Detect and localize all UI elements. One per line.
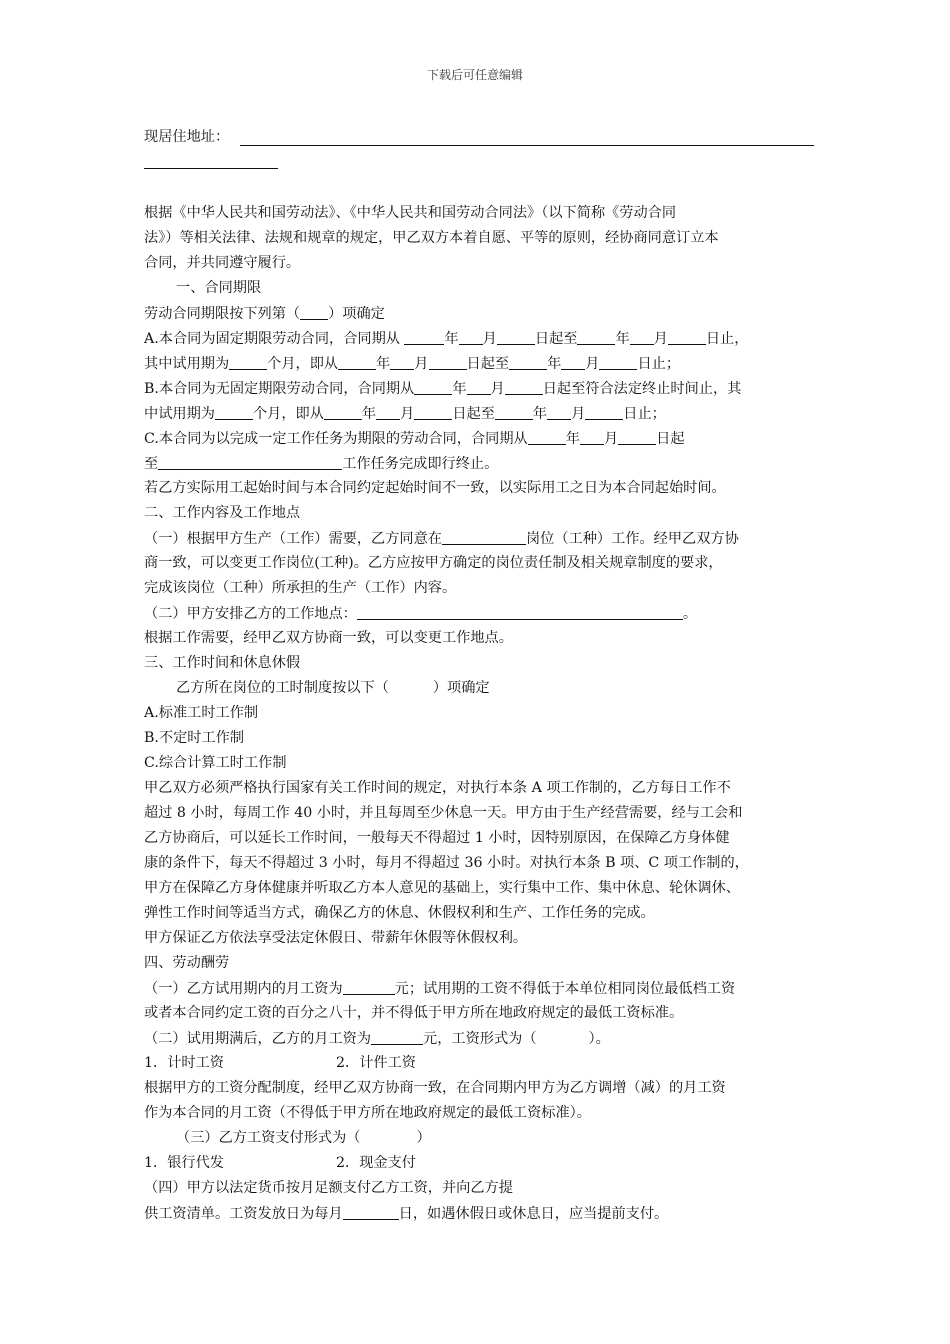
option-c-line-2: 至 工作任务完成即行终止。 bbox=[144, 456, 499, 472]
blank[interactable] bbox=[429, 354, 467, 370]
address-label: 现居住地址： bbox=[144, 129, 230, 145]
hours-paragraph: 乙方协商后，可以延长工作时间，一般每天不得超过 1 小时，因特别原因，在保障乙方身体健 bbox=[144, 830, 730, 846]
blank[interactable] bbox=[618, 429, 656, 445]
intro-line: 根据《中华人民共和国劳动法》、《中华人民共和国劳动合同法》（以下简称《劳动合同 bbox=[144, 205, 677, 221]
work-post-line-3: 完成该岗位（工种）所承担的生产（工作）内容。 bbox=[144, 580, 457, 596]
hours-paragraph: 甲方在保障乙方身体健康并听取乙方本人意见的基础上，实行集中工作、集中休息、轮休调休、 bbox=[144, 880, 740, 896]
blank[interactable] bbox=[580, 429, 604, 445]
work-post-line-2: 商一致，可以变更工作岗位(工种)。乙方应按甲方确定的岗位责任制及相关规章制度的要求， bbox=[144, 555, 723, 571]
payment-method-line: （三）乙方工资支付形式为（ ） bbox=[176, 1130, 431, 1146]
blank[interactable] bbox=[505, 379, 543, 395]
blank[interactable] bbox=[547, 404, 571, 420]
location-blank[interactable] bbox=[357, 604, 683, 620]
wage-adjust-paragraph: 根据甲方的工资分配制度，经甲乙双方协商一致，在合同期内甲方为乙方调增（减）的月工资 bbox=[144, 1080, 726, 1096]
blank[interactable] bbox=[390, 354, 414, 370]
hours-paragraph: 甲乙双方必须严格执行国家有关工作时间的规定，对执行本条 A 项工作制的，乙方每日工作不 bbox=[144, 780, 731, 796]
option-a-line-2: 其中试用期为 个月，即从 年 月 日起至 年 月 日止； bbox=[144, 356, 681, 372]
address-line bbox=[144, 128, 229, 146]
monthly-wage-blank[interactable] bbox=[371, 1029, 423, 1045]
hours-option-b: B.不定时工作制 bbox=[144, 730, 245, 746]
payment-option-1: 1．银行代发 bbox=[144, 1155, 224, 1171]
blank[interactable] bbox=[467, 379, 491, 395]
option-b-line-1: B.本合同为无固定期限劳动合同，合同期从 年 月 日起至符合法定终止时间止，其 bbox=[144, 381, 742, 397]
payment-option-2: 2．现金支付 bbox=[336, 1155, 416, 1171]
start-time-note: 若乙方实际用工起始时间与本合同约定起始时间不一致，以实际用工之日为本合同起始时间。 bbox=[144, 480, 726, 496]
blank[interactable] bbox=[215, 404, 253, 420]
leave-paragraph: 甲方保证乙方依法享受法定休假日、带薪年休假等休假权利。 bbox=[144, 930, 528, 946]
blank[interactable] bbox=[229, 354, 267, 370]
wage-adjust-paragraph: 作为本合同的月工资（不得低于甲方所在地政府规定的最低工资标准）。 bbox=[144, 1105, 591, 1121]
probation-wage-line: （一）乙方试用期内的月工资为 元；试用期的工资不得低于本单位相同岗位最低档工资 bbox=[144, 981, 736, 997]
option-a-line-1: A.本合同为固定期限劳动合同，合同期从 年 月 日起至 年 月 日止， bbox=[144, 331, 749, 347]
work-location-line: （二）甲方安排乙方的工作地点： 。 bbox=[144, 606, 698, 622]
post-blank[interactable] bbox=[442, 529, 526, 545]
blank[interactable] bbox=[668, 329, 706, 345]
blank[interactable] bbox=[585, 404, 623, 420]
intro-line: 合同，并共同遵守履行。 bbox=[144, 255, 301, 271]
intro-line: 法》）等相关法律、法规和规章的规定，甲乙双方本着自愿、平等的原则，经协商同意订立本 bbox=[144, 230, 719, 246]
section1-title: 一、合同期限 bbox=[176, 280, 262, 296]
page-header-note: 下载后可任意编辑 bbox=[426, 68, 523, 82]
blank[interactable] bbox=[414, 379, 452, 395]
hours-paragraph: 弹性工作时间等适当方式，确保乙方的休息、休假权利和生产、工作任务的完成。 bbox=[144, 905, 655, 921]
hours-paragraph: 超过 8 小时，每周工作 40 小时，并且每周至少休息一天。甲方由于生产经营需要，经与工会和 bbox=[144, 805, 743, 821]
work-post-line: （一）根据甲方生产（工作）需要，乙方同意在 岗位（工种）工作。经甲乙双方协 bbox=[144, 531, 739, 547]
blank[interactable] bbox=[497, 329, 535, 345]
wage-form-option-2: 2．计件工资 bbox=[336, 1055, 416, 1071]
hours-paragraph: 康的条件下，每天不得超过 3 小时，每月不得超过 36 小时。对执行本条 B 项、C 项工作制的， bbox=[144, 855, 749, 871]
address-blank-continued[interactable] bbox=[144, 168, 278, 169]
blank[interactable] bbox=[158, 454, 342, 470]
option-b-line-2: 中试用期为 个月，即从 年 月 日起至 年 月 日止； bbox=[144, 406, 666, 422]
blank[interactable] bbox=[495, 404, 533, 420]
hours-choice-line: 乙方所在岗位的工时制度按以下（ ）项确定 bbox=[176, 680, 490, 696]
blank[interactable] bbox=[414, 404, 452, 420]
blank[interactable] bbox=[528, 429, 566, 445]
blank[interactable] bbox=[404, 329, 444, 345]
term-choice-line: 劳动合同期限按下列第（ ）项确定 bbox=[144, 306, 385, 322]
blank[interactable] bbox=[324, 404, 362, 420]
blank[interactable] bbox=[509, 354, 547, 370]
payday-line: 供工资清单。工资发放日为每月 日，如遇休假日或休息日，应当提前支付。 bbox=[144, 1206, 669, 1222]
blank[interactable] bbox=[599, 354, 637, 370]
payday-blank[interactable] bbox=[343, 1204, 399, 1220]
location-change-note: 根据工作需要，经甲乙双方协商一致，可以变更工作地点。 bbox=[144, 630, 513, 646]
blank[interactable] bbox=[630, 329, 654, 345]
wage-form-option-1: 1．计时工资 bbox=[144, 1055, 224, 1071]
payment-paragraph: （四）甲方以法定货币按月足额支付乙方工资，并向乙方提 bbox=[144, 1180, 513, 1196]
monthly-wage-line: （二）试用期满后，乙方的月工资为 元，工资形式为（ ）。 bbox=[144, 1031, 610, 1047]
option-c-line-1: C.本合同为以完成一定工作任务为期限的劳动合同，合同期从 年 月 日起 bbox=[144, 431, 685, 447]
blank[interactable] bbox=[459, 329, 483, 345]
probation-wage-blank[interactable] bbox=[343, 979, 395, 995]
blank[interactable] bbox=[376, 404, 400, 420]
blank[interactable] bbox=[338, 354, 376, 370]
section3-title: 三、工作时间和休息休假 bbox=[144, 655, 301, 671]
hours-option-a: A.标准工时工作制 bbox=[144, 705, 259, 721]
address-blank[interactable] bbox=[240, 145, 814, 146]
term-choice-blank[interactable] bbox=[300, 304, 328, 320]
hours-option-c: C.综合计算工时工作制 bbox=[144, 755, 287, 771]
probation-wage-line-2: 或者本合同约定工资的百分之八十，并不得低于甲方所在地政府规定的最低工资标准。 bbox=[144, 1005, 684, 1021]
section2-title: 二、工作内容及工作地点 bbox=[144, 505, 301, 521]
section4-title: 四、劳动酬劳 bbox=[144, 955, 230, 971]
blank[interactable] bbox=[577, 329, 615, 345]
blank[interactable] bbox=[561, 354, 585, 370]
